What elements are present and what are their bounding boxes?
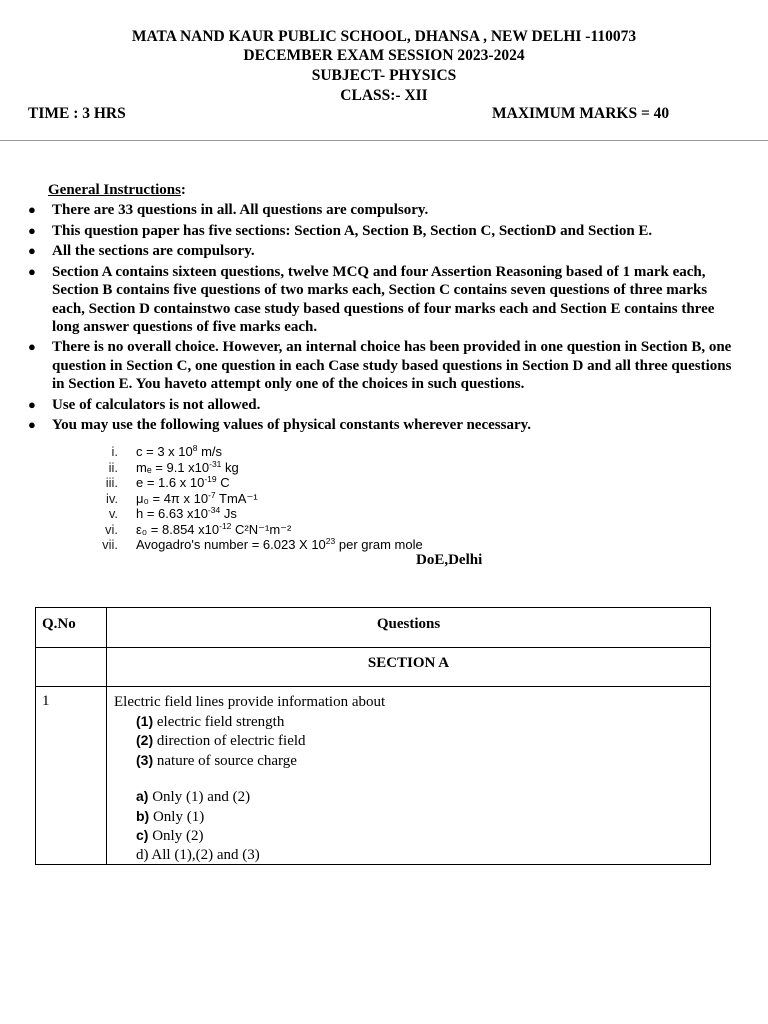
instruction-item: ● There are 33 questions in all. All questions are compulsory. (28, 202, 429, 218)
bullet-icon: ● (28, 264, 36, 280)
question-table (35, 607, 711, 865)
constant-item: ii. mₑ = 9.1 $x10^{-31}$ kg (108, 458, 239, 475)
answer-choice: b) Only (1) (136, 807, 205, 825)
maximum-marks: MAXIMUM MARKS = 40 (492, 105, 670, 122)
instruction-item: ● Use of calculators is not allowed. (28, 396, 261, 413)
bullet-icon: ● (28, 222, 36, 238)
exam-session: DECEMBER EXAM SESSION 2023-2024 (243, 47, 525, 64)
instruction-item: ● All the sections are compulsory. (28, 243, 255, 260)
instruction-item: ● This question paper has five sections: Section A, Section B, Section C, SectionD and Section E. (28, 222, 653, 239)
school-name: MATA NAND KAUR PUBLIC SCHOOL, DHANSA , NEW DELHI -110073 (131, 28, 637, 45)
instruction-item: ● There is no overall choice. However, an internal choice has been provided in one question in Section B, one question in Section C, one question in each Case study based questions in Section D and all three questions in Section E. You haveto attempt only one of the choices in such questions. (28, 339, 732, 392)
instruction-item: ● Section A contains sixteen questions, twelve MCQ and four Assertion Reasoning based of 1 mark each, Section B contains five questions of two marks each, Section C contains seven questions of three marks each, Section D containstwo case study based questions of four marks each and Section E contains three long answer questions of five marks each. (28, 264, 715, 335)
answer-choice: d) All (1),(2) and (3) (136, 846, 260, 863)
section-row (36, 648, 711, 687)
statement-item: (1) electric field strength (136, 712, 285, 730)
time-allowed: TIME : 3 HRS (28, 105, 126, 122)
source-attribution: DoE,Delhi (416, 552, 483, 568)
question-text: Electric field lines provide information about (114, 694, 386, 710)
bullet-icon: ● (28, 339, 36, 355)
table-header-row (36, 608, 711, 648)
constant-item: v. h = 6.63 $x10^{-34}$ Js (108, 505, 237, 521)
statement-item: (2) direction of electric field (136, 732, 306, 749)
question-number: 1 (36, 687, 107, 865)
instructions-list (24, 201, 740, 437)
constant-item: i. c = 3 x $10^8$ m/s (111, 443, 223, 459)
bullet-icon: ● (28, 202, 36, 217)
question-body (107, 687, 711, 865)
bullet-icon: ● (28, 243, 36, 259)
qno-header: Q.No (36, 608, 107, 648)
bullet-icon: ● (28, 417, 36, 433)
bullet-icon: ● (28, 396, 36, 412)
table-row (36, 687, 711, 865)
answer-choice: c) Only (2) (136, 827, 204, 844)
class: CLASS:- XII (340, 87, 428, 104)
questions-header: Questions (107, 608, 711, 648)
instruction-item: ● You may use the following values of physical constants wherever necessary. (28, 417, 532, 434)
physical-constants-list (84, 444, 423, 553)
constant-item: iv. μ₀ = 4π x $10^{-7}$ TmA⁻¹ (105, 489, 258, 506)
answer-choice: a) Only (1) and (2) (136, 788, 251, 805)
constant-item: vii. Avogadro's number = 6.023 X $10^{23}$ per gram mole (102, 536, 423, 552)
statement-item: (3) nature of source charge (136, 751, 297, 769)
subject: SUBJECT- PHYSICS (311, 67, 457, 84)
section-a-heading: SECTION A (107, 648, 711, 687)
constant-item: iii. e = 1.6 x $10^{-19}$ C (105, 474, 230, 490)
constant-item: vi. ε₀ = 8.854 $x10^{-12}$ C²N⁻¹m⁻² (105, 520, 292, 537)
instructions-title: General Instructions: (48, 182, 186, 198)
header-divider (0, 140, 768, 141)
